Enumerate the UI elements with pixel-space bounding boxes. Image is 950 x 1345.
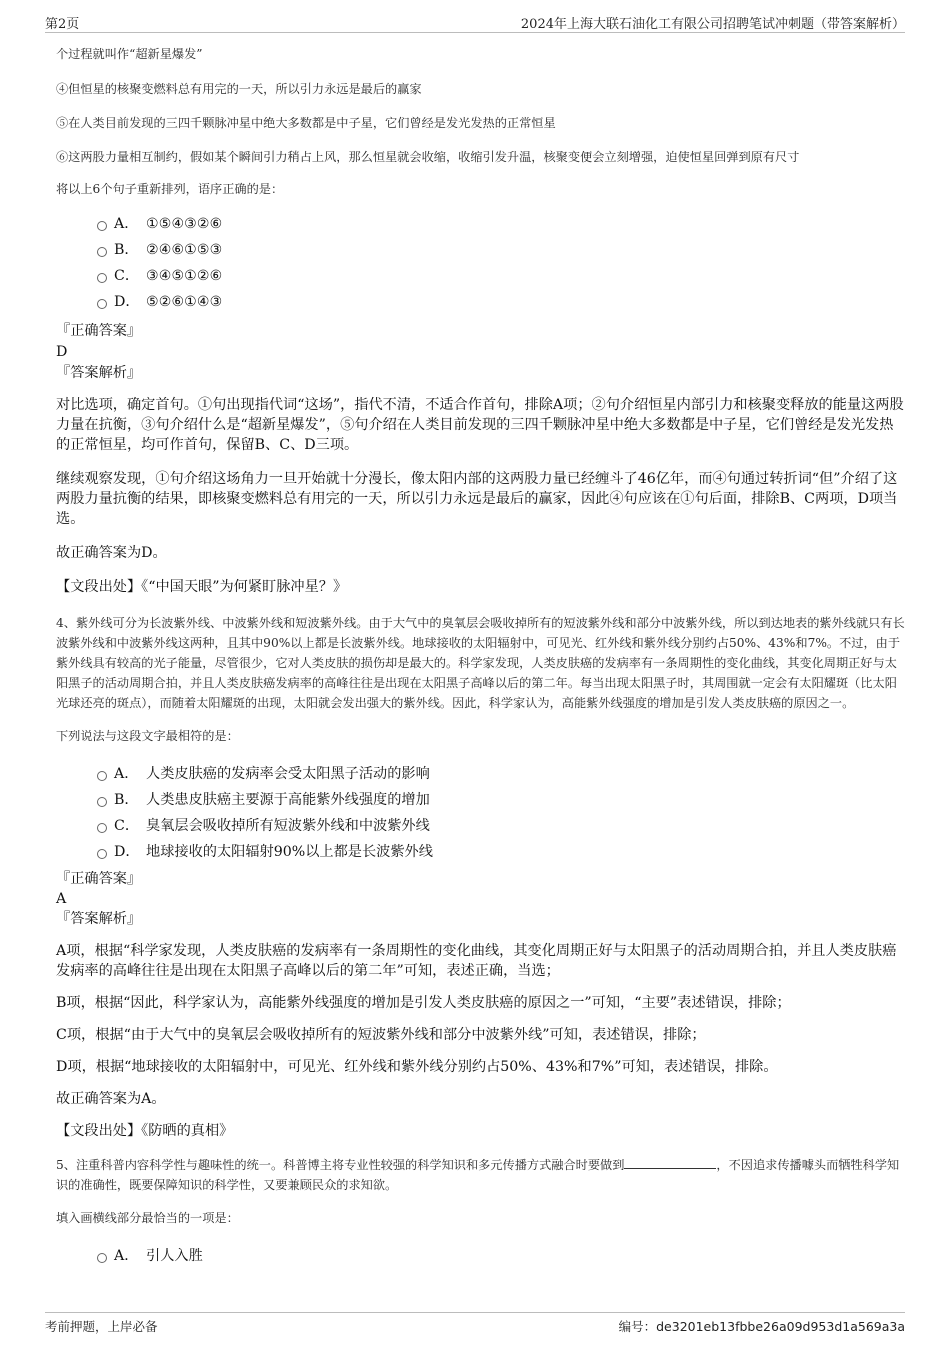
document-title: 2024年上海大联石油化工有限公司招聘笔试冲刺题（带答案解析）	[520, 17, 905, 32]
analysis-label: 『答案解析』	[56, 365, 142, 381]
answer-value: A	[56, 891, 67, 907]
sentence-3-tail: 个过程就叫作“超新星爆发”	[56, 47, 203, 61]
analysis-paragraph: B项，根据“因此，科学家认为，高能紫外线强度的增加是引发人类皮肤癌的原因之一”可知，“主要”表述错误，排除；	[56, 995, 791, 1011]
radio-button[interactable]	[97, 849, 107, 859]
option-list	[56, 761, 905, 865]
answer-label: 『正确答案』	[56, 871, 142, 887]
source-reference: 【文段出处】《防晒的真相》	[56, 1123, 234, 1139]
document-code: 编号：de3201eb13fbbe26a09d953d1a569a3a	[618, 1319, 905, 1334]
question-stem: 5、注重科普内容科学性与趣味性的统一。科普博主将专业性较强的科学知识和多元传播方式融合时要做到 ，不因追求传播噱头而牺牲科学知识的准确性，既要保障知识的科学性，又要兼顾民众的求知欲。	[56, 1158, 900, 1192]
question-prompt: 下列说法与这段文字最相符的是：	[56, 729, 239, 743]
option-a[interactable]: A． ①⑤④③②⑥	[56, 211, 905, 237]
radio-button[interactable]	[97, 299, 107, 309]
radio-button[interactable]	[97, 247, 107, 257]
option-b[interactable]: B． 人类患皮肤癌主要源于高能紫外线强度的增加	[56, 787, 905, 813]
analysis-label: 『答案解析』	[56, 911, 142, 927]
option-list	[56, 1243, 905, 1269]
question-prompt: 填入画横线部分最恰当的一项是：	[56, 1211, 239, 1225]
option-d[interactable]: D． ⑤②⑥①④③	[56, 289, 905, 315]
option-a[interactable]: A． 引人入胜	[56, 1243, 905, 1269]
analysis-paragraph: 对比选项，确定首句。①句出现指代词“这场”，指代不清，不适合作首句，排除A项；②句介绍恒星内部引力和核聚变释放的能量这两股力量在抗衡，③句介绍什么是“超新星爆发”，⑤句介绍在人类目前发现的三四千颗脉冲星中绝大多数都是中子星，它们曾经是发光发热的正常恒星，均可作首句，保留B、C、D三项。	[56, 397, 904, 453]
option-b[interactable]: B． ②④⑥①⑤③	[56, 237, 905, 263]
radio-button[interactable]	[97, 797, 107, 807]
page-header	[45, 10, 905, 33]
analysis-paragraph: D项，根据“地球接收的太阳辐射中，可见光、红外线和紫外线分别约占50%、43%和7%”可知，表述错误，排除。	[56, 1059, 778, 1075]
radio-button[interactable]	[97, 1253, 107, 1263]
source-reference: 【文段出处】《“中国天眼”为何紧盯脉冲星？》	[56, 579, 348, 595]
option-c[interactable]: C． 臭氧层会吸收掉所有短波紫外线和中波紫外线	[56, 813, 905, 839]
analysis-paragraph: 故正确答案为D。	[56, 545, 167, 561]
question-prompt: 将以上6个句子重新排列，语序正确的是：	[56, 182, 284, 196]
option-list	[56, 211, 905, 315]
answer-value: D	[56, 344, 68, 360]
answer-label: 『正确答案』	[56, 323, 142, 339]
radio-button[interactable]	[97, 221, 107, 231]
analysis-paragraph: 故正确答案为A。	[56, 1091, 166, 1107]
analysis-paragraph: 继续观察发现，①句介绍这场角力一旦开始就十分漫长，像太阳内部的这两股力量已经缠斗了46亿年，而④句通过转折词“但”介绍了这两股力量抗衡的结果，即核聚变燃料总有用完的一天，所以引力永远是最后的赢家，因此④句应该在①句后面，排除B、C两项，D项当选。	[56, 471, 898, 527]
sentence-5: ⑤在人类目前发现的三四千颗脉冲星中绝大多数都是中子星，它们曾经是发光发热的正常恒星	[56, 116, 556, 130]
option-d[interactable]: D． 地球接收的太阳辐射90%以上都是长波紫外线	[56, 839, 905, 865]
option-a[interactable]: A． 人类皮肤癌的发病率会受太阳黑子活动的影响	[56, 761, 905, 787]
radio-button[interactable]	[97, 273, 107, 283]
footer-slogan: 考前押题，上岸必备	[45, 1319, 158, 1334]
sentence-6: ⑥这两股力量相互制约，假如某个瞬间引力稍占上风，那么恒星就会收缩，收缩引发升温，核聚变便会立刻增强，迫使恒星回弹到原有尺寸	[56, 150, 800, 164]
analysis-paragraph: A项，根据“科学家发现，人类皮肤癌的发病率有一条周期性的变化曲线，其变化周期正好与太阳黑子的活动周期合拍，并且人类皮肤癌发病率的高峰往往是出现在太阳黑子高峰以后的第二年”可知，表述正确，当选；	[56, 943, 897, 979]
radio-button[interactable]	[97, 823, 107, 833]
fill-in-blank	[624, 1156, 716, 1169]
sentence-4: ④但恒星的核聚变燃料总有用完的一天，所以引力永远是最后的赢家	[56, 82, 422, 96]
page-content	[56, 40, 905, 1269]
page-footer	[45, 1312, 905, 1339]
analysis-paragraph: C项，根据“由于大气中的臭氧层会吸收掉所有的短波紫外线和部分中波紫外线”可知，表述错误，排除；	[56, 1027, 706, 1043]
page-number: 第2页	[45, 17, 80, 32]
option-c[interactable]: C． ③④⑤①②⑥	[56, 263, 905, 289]
radio-button[interactable]	[97, 771, 107, 781]
question-stem: 4、紫外线可分为长波紫外线、中波紫外线和短波紫外线。由于大气中的臭氧层会吸收掉所有的短波紫外线和部分中波紫外线，所以到达地表的紫外线就只有长波紫外线和中波紫外线这两种，且其中90%以上都是长波紫外线。地球接收的太阳辐射中，可见光、红外线和紫外线分别约占50%、43%和7%。不过，由于紫外线具有较高的光子能量，尽管很少，它对人类皮肤的损伤却是最大的。科学家发现，人类皮肤癌的发病率有一条周期性的变化曲线，其变化周期正好与太阳黑子的活动周期合拍，并且人类皮肤癌发病率的高峰往往是出现在太阳黑子高峰以后的第二年。每当出现太阳黑子时，其周围就一定会有太阳耀斑（比太阳光球还亮的斑点），而随着太阳耀斑的出现，太阳就会发出强大的紫外线。因此，科学家认为，高能紫外线强度的增加是引发人类皮肤癌的原因之一。	[56, 616, 905, 710]
